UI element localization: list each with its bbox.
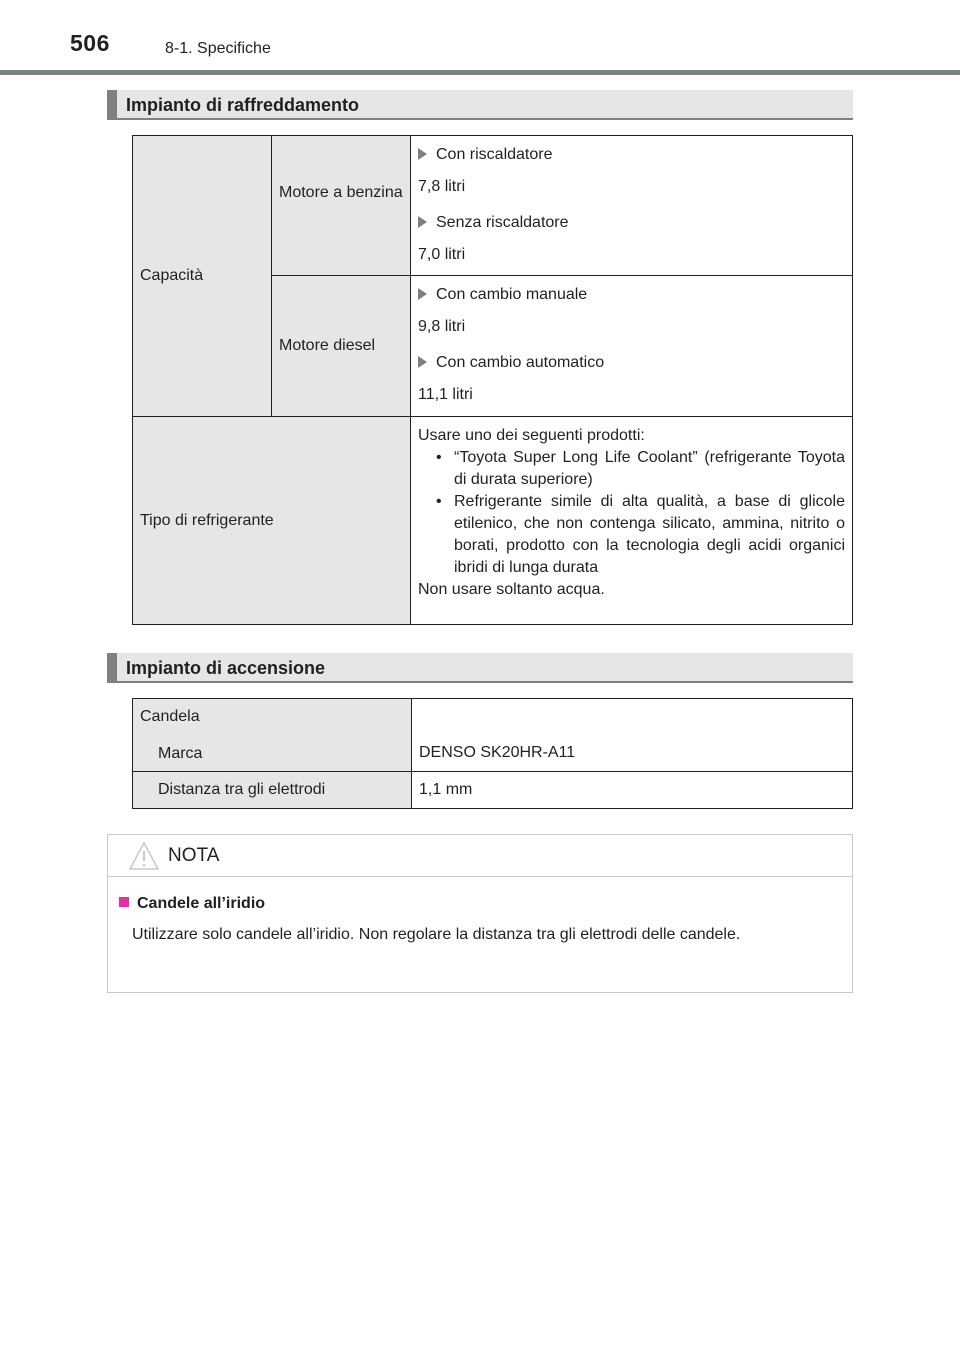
- note-subtitle-row: [116, 895, 265, 913]
- coolant-intro: Usare uno dei seguenti prodotti:: [418, 427, 645, 444]
- section-heading-cooling: Impianto di raffreddamento: [107, 90, 853, 120]
- note-body: Utilizzare solo candele all’iridio. Non regolare la distanza tra gli elettrodi delle candele.: [132, 926, 741, 943]
- coolant-type-cell: [411, 417, 853, 625]
- option-row: [418, 212, 845, 234]
- capacity-value: 7,0 litri: [418, 246, 466, 263]
- capacity-value: 11,1 litri: [418, 386, 473, 403]
- bullet-icon: •: [436, 449, 442, 466]
- diesel-capacity-cell: [411, 276, 853, 417]
- option-label: Senza riscaldatore: [436, 214, 569, 231]
- option-label: Con riscaldatore: [436, 146, 553, 163]
- warning-triangle-icon: [128, 841, 160, 871]
- petrol-capacity-cell: [411, 136, 853, 276]
- page-number: 506: [70, 30, 110, 56]
- square-bullet-icon: [119, 897, 129, 907]
- triangle-right-icon: [418, 288, 427, 300]
- note-subtitle: Candele all’iridio: [137, 895, 266, 912]
- triangle-right-icon: [418, 148, 427, 160]
- option-row: [418, 352, 845, 374]
- option-row: [418, 144, 845, 166]
- section-label: 8-1. Specifiche: [165, 40, 271, 57]
- capacity-label: Capacità: [133, 136, 272, 417]
- coolant-type-label: Tipo di refrigerante: [133, 417, 411, 625]
- capacity-value: 7,8 litri: [418, 178, 466, 195]
- diesel-engine-label: Motore diesel: [272, 276, 411, 417]
- triangle-right-icon: [418, 356, 427, 368]
- option-row: [418, 284, 845, 306]
- capacity-value: 9,8 litri: [418, 318, 466, 335]
- note-title: NOTA: [168, 845, 220, 866]
- petrol-engine-label: Motore a benzina: [272, 136, 411, 276]
- triangle-right-icon: [418, 216, 427, 228]
- header-divider: [0, 70, 960, 75]
- section-heading-ignition: Impianto di accensione: [107, 653, 853, 683]
- electrode-gap-label: Distanza tra gli elettrodi: [133, 772, 412, 809]
- brand-label: Marca: [158, 744, 203, 762]
- coolant-outro: Non usare soltanto acqua.: [418, 581, 605, 598]
- ignition-table: [132, 698, 853, 809]
- bullet-text: “Toyota Super Long Life Coolant” (refrigerante Toyota di durata superiore): [454, 449, 845, 488]
- option-label: Con cambio manuale: [436, 286, 588, 303]
- spark-plug-label: Candela: [140, 707, 200, 725]
- note-header: [108, 835, 852, 877]
- brand-value: DENSO SK20HR-A11: [412, 699, 853, 772]
- electrode-gap-value: 1,1 mm: [412, 772, 853, 809]
- option-label: Con cambio automatico: [436, 354, 605, 371]
- note-box: [107, 834, 853, 993]
- bullet-text: Refrigerante simile di alta qualità, a base di glicole etilenico, che non contenga silicato, ammina, nitrito o borati, prodotto con la tecnologia degli acidi organici ibridi di lunga durata: [454, 493, 845, 576]
- coolant-bullet: [418, 447, 845, 491]
- bullet-icon: •: [436, 493, 442, 510]
- spark-plug-label-cell: [133, 699, 412, 772]
- coolant-bullet: [418, 491, 845, 579]
- cooling-table: [132, 135, 853, 625]
